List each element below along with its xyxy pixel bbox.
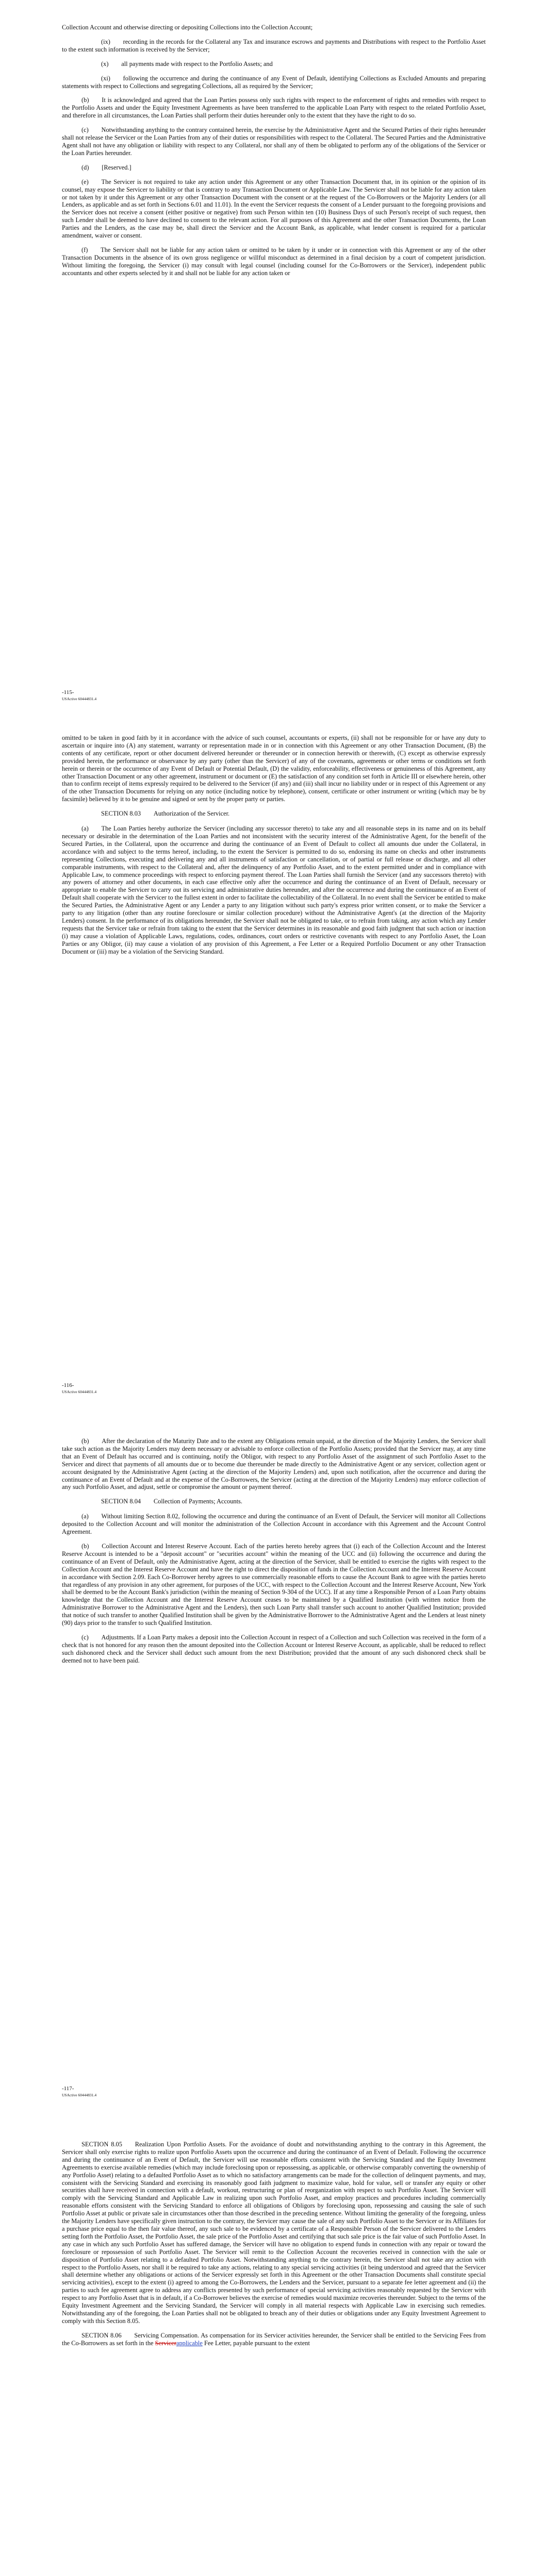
document-id: USActive 60444831.4 [62, 1389, 97, 1394]
paragraph: (ix) recording in the records for the Collateral any Tax and insurance escrows and payments and Distributions with respect to the Portfolio Asset to the extent such information is received by the Servicer; [62, 38, 486, 53]
deleted-text: Servicer [155, 2339, 176, 2347]
paragraph [62, 2332, 486, 2347]
page-number: -116- [62, 1382, 74, 1388]
paragraph: SECTION 8.05 Realization Upon Portfolio Assets. For the avoidance of doubt and notwithstanding anything to the contrary in this Agreement, the Servicer shall only exercise rights to realize upon Portfolio Assets upon the occurrence and during the continuance of an Event of Default. Following the occurrence and during the continuance of an Event of Default, the Servicer will use reasonable efforts consistent with the Servicing Standard and the Equity Investment Agreements to exercise available remedies (which may include foreclosing upon or repossessing, as applicable, or otherwise comparably converting the ownership of any Portfolio Asset) relating to a defaulted Portfolio Asset as to which no satisfactory arrangements can be made for the collection of delinquent payments, and may, consistent with the Servicing Standard and exercising its reasonably good faith judgment to maximize value, hold for value, sell or transfer any equity or other securities shall have received in connection with a default, workout, restructuring or plan of reorganization with respect to such Portfolio Asset. The Servicer will comply with the Servicing Standard and Applicable Law in realizing upon such Portfolio Asset, and employ practices and procedures including commercially reasonable efforts consistent with the Servicing Standard to enforce all obligations of Obligors by foreclosing upon, repossessing and causing the sale of such Portfolio Asset at public or private sale in circumstances other than those described in the preceding sentence. Without limiting the generality of the foregoing, unless the Majority Lenders have specifically given instruction to the contrary, the Servicer may cause the sale of any such Portfolio Asset to the Servicer or its Affiliates for a purchase price equal to the then fair value thereof, any such sale to be evidenced by a certificate of a Responsible Person of the Servicer delivered to the Lenders setting forth the Portfolio Asset, the Portfolio Asset, the sale price of the Portfolio Asset and certifying that such sale price is the fair value of such Portfolio Asset. In any case in which any such Portfolio Asset has suffered damage, the Servicer will have no obligation to expend funds in connection with any repair or toward the foreclosure or repossession of such Portfolio Asset. The Servicer will remit to the Collection Account the recoveries received in connection with the sale or disposition of Portfolio Asset relating to a defaulted Portfolio Asset. Notwithstanding anything to the contrary herein, the Servicer shall not take any action with respect to the Portfolio Assets, nor shall it be required to take any actions, relating to any special servicing activities (it being understood and agreed that the Servicer shall determine whether any obligations or actions of the Servicer expressly set forth in this Agreement or the other Transaction Documents shall constitute special servicing activities), except to the extent (i) agreed to among the Co-Borrowers, the Lenders and the Servicer, pursuant to a separate fee letter agreement and (ii) the parties to such fee agreement agree to address any conflicts presented by such performance of special servicing activities reasonably requested by the Servicer with respect to any Portfolio Asset that is in default, if a Co-Borrower believes the exercise of remedies would maximize recoveries thereunder. Subject to the terms of the Equity Investment Agreement and the Servicing Standard, the Servicer will comply in all material respects with Applicable Law in exercising such remedies. Notwithstanding any of the foregoing, the Loan Parties shall not be obligated to breach any of their duties or obligations under any Equity Investment Agreement to comply with this Section 8.05. [62, 2141, 486, 2325]
page-number: -117- [62, 2086, 74, 2092]
paragraph: (a) Without limiting Section 8.02, following the occurrence and during the continuance of an Event of Default, the Servicer will monitor all Collections deposited to the Collection Account and will monitor the administration of the Collection Account in accordance with this Agreement and the Account Control Agreement. [62, 1513, 486, 1536]
page-1-body [62, 24, 486, 284]
paragraph: (a) The Loan Parties hereby authorize the Servicer (including any successor thereto) to take any and all reasonable steps in its name and on its behalf necessary or desirable in the determination of the Loan Parties and not inconsistent with the security interest of the Administrative Agent, for the benefit of the Secured Parties, in the Collateral, upon the occurrence and during the continuance of an Event of Default to collect all amounts due under the Collateral, in accordance with and subject to the terms hereof, including, to the extent the Servicer is permitted to do so, endorsing its name on checks and other instruments representing Collections, executing and delivering any and all instruments of satisfaction or cancellation, or of partial or full release or discharge, and all other comparable instruments, with respect to the Collateral and, after the delinquency of any Portfolio Asset, and to the extent permitted under and in compliance with Applicable Law, to commence proceedings with respect to enforcing payment thereof. The Loan Parties shall furnish the Servicer (and any successors thereto) with any powers of attorney and other documents, in each case effective only after the occurrence and during the continuance of an Event of Default, necessary or appropriate to enable the Servicer to carry out its servicing and administrative duties hereunder, and after the occurrence and during the continuance of an Event of Default shall cooperate with the Servicer to the fullest extent in order to facilitate the collectability of the Collateral. In no event shall the Servicer be entitled to make the Secured Parties, the Administrative Agent or any Lender a party to any litigation without such party's express prior written consent, or to make the Servicer a party to any litigation (other than any routine foreclosure or similar collection procedure) without the Administrative Agent's (at the direction of the Majority Lenders) consent. In the performance of its obligations hereunder, the Servicer shall not be obligated to take, or to refrain from taking, any action which any Lender requests that the Servicer take or refrain from taking to the extent that the Servicer determines in its reasonable and good faith judgment that such action or inaction (i) may cause a violation of Applicable Laws, regulations, codes, ordinances, court orders or restrictive covenants with respect to any Portfolio Asset, the Loan Parties or any Obligor, (ii) may cause a violation of any provision of this Agreement, a Fee Letter or a Required Portfolio Document or any other Transaction Document or (iii) may be a violation of the Servicing Standard. [62, 825, 486, 955]
page-4-body [62, 2141, 486, 2354]
paragraph: (b) It is acknowledged and agreed that the Loan Parties possess only such rights with respect to the enforcement of rights and remedies with respect to the Portfolio Assets and under the Equity Investment Agreements as have been transferred to the applicable Loan Party with respect to the related Portfolio Asset, and therefore in all circumstances, the Loan Parties shall perform their duties hereunder only to the extent that they have the right to do so. [62, 96, 486, 120]
page-1 [0, 0, 544, 703]
inserted-text: applicable [176, 2339, 203, 2347]
paragraph: (b) After the declaration of the Maturity Date and to the extent any Obligations remain unpaid, at the direction of the Majority Lenders, the Servicer shall take such action as the Majority Lenders may deem necessary or advisable to enforce collection of the Portfolio Assets; provided that the Servicer may, at any time that an Event of Default has occurred and is continuing, notify the Obligor, with respect to any Portfolio Asset of the assignment of such Portfolio Asset to the Servicer and direct that payments of all amounts due or to become due thereunder be made directly to the Administrative Agent or any servicer, collection agent or account designated by the Administrative Agent (acting at the direction of the Majority Lenders) and, upon such notification, after the occurrence and during the continuance of an Event of Default and at the expense of the Co-Borrowers, the Servicer (acting at the direction of the Majority Lenders) may enforce collection of any such Portfolio Asset, and adjust, settle or compromise the amount or payment thereof. [62, 1437, 486, 1491]
paragraph: (x) all payments made with respect to the Portfolio Assets; and [101, 60, 273, 67]
page-number: -115- [62, 689, 74, 696]
paragraph: Collection Account and otherwise directing or depositing Collections into the Collection Account; [62, 24, 313, 31]
paragraph: (f) The Servicer shall not be liable for any action taken or omitted to be taken by it under or in connection with this Agreement or any of the other Transaction Documents in the absence of its own gross negligence or willful misconduct as determined in a final decision by a court of competent jurisdiction. Without limiting the foregoing, the Servicer (i) may consult with legal counsel (including counsel for the Co-Borrowers or the Servicer), independent public accountants and other experts selected by it and shall not be liable for any action taken or [62, 246, 486, 277]
section-heading: SECTION 8.04 Collection of Payments; Accounts. [101, 1498, 242, 1505]
paragraph: (d) [Reserved.] [81, 163, 131, 171]
section-heading: SECTION 8.06 Servicing Compensation. [81, 2331, 200, 2339]
page-3 [0, 1406, 544, 2110]
document-id: USActive 60444831.4 [62, 2093, 97, 2097]
page-3-body [62, 1437, 486, 1671]
page-4 [0, 2110, 544, 2576]
section-heading: SECTION 8.03 Authorization of the Servicer. [101, 810, 230, 818]
paragraph: (c) Adjustments. If a Loan Party makes a deposit into the Collection Account in respect of a Collection and such Collection was received in the form of a check that is not honored for any reason then the amount deposited into the Collection Account or Interest Reserve Account, as applicable, shall be reduced to reflect such dishonored check and the Servicer shall deduct such amount from the next Distribution; provided that the amount of any such dishonored check shall be deemed not to have been paid. [62, 1633, 486, 1664]
paragraph: omitted to be taken in good faith by it in accordance with the advice of such counsel, accountants or experts, (ii) shall not be responsible for or have any duty to ascertain or inquire into (A) any statement, warranty or representation made in or in connection with this Agreement or any other Transaction Document, (B) the contents of any certificate, report or other document delivered hereunder or thereunder or in connection herewith or therewith, (C) except as otherwise expressly provided herein, the performance or observance by any party (other than the Servicer) of any of the covenants, agreements or other terms or conditions set forth herein or therein or the occurrence of any Event of Default or Potential Default, (D) the validity, enforceability, effectiveness or genuineness of this Agreement, any other Transaction Document or any other agreement, instrument or document or (E) the satisfaction of any condition set forth in Article III or elsewhere herein, other than to confirm receipt of items expressly required to be delivered to the Servicer (if any) and (iii) shall incur no liability under or in respect of this Agreement or any of the other Transaction Documents for relying on any notice (including notice by telephone), consent, certificate or other instrument or writing (which may be by facsimile) believed by it to be genuine and signed or sent by the proper party or parties. [62, 734, 486, 803]
document-id: USActive 60444831.4 [62, 697, 97, 701]
text-run: Fee Letter, payable pursuant to the extent [204, 2339, 310, 2347]
paragraph: (b) Collection Account and Interest Reserve Account. Each of the parties hereto hereby agrees that (i) each of the Collection Account and the Interest Reserve Account is intended to be a "deposit account" or "securities account" within the meaning of the UCC and (ii) following the occurrence and during the continuance of an Event of Default, only the Administrative Agent, acting at the direction of the Servicer, shall be entitled to exercise the rights with respect to the Collection Account and the Interest Reserve Account and have the right to direct the disposition of funds in the Collection Account and the Interest Reserve Account in accordance with Section 2.09. Each Co-Borrower hereby agrees to use commercially reasonable efforts to cause the Account Bank to agree with the parties hereto that regardless of any provision in any other agreement, for purposes of the UCC, with respect to the Collection Account and the Interest Reserve Account, New York shall be deemed to be the Account Bank's jurisdiction (within the meaning of Section 9-304 of the UCC). If at any time a Responsible Person of a Loan Party obtains knowledge that the Collection Account and the Interest Reserve Account ceases to be maintained by a Qualified Institution (with written notice from the Administrative Borrower to the Administrative Agent and the Lenders), then such Loan Party shall transfer such account to another Qualified Institution; provided that notice of such transfer to another Qualified Institution shall be given by the Administrative Borrower to the Administrative Agent and the Lenders at least ninety (90) days prior to the transfer to such Qualified Institution. [62, 1542, 486, 1627]
page-2-body [62, 734, 486, 962]
page-2 [0, 703, 544, 1406]
paragraph: (e) The Servicer is not required to take any action under this Agreement or any other Transaction Document that, in its opinion or the opinion of its counsel, may expose the Servicer to liability or that is contrary to any Transaction Document or Applicable Law. The Servicer shall not be liable for any action taken or not taken by it under this Agreement or any other Transaction Document with the consent or at the request of the Co-Borrowers or the Majority Lenders (or all Lenders, as applicable and as set forth in Sections 6.01 and 11.01). In the event the Servicer requests the consent of a Lender pursuant to the foregoing provisions and the Servicer does not receive a consent (either positive or negative) from such Person within ten (10) Business Days of such Person's receipt of such request, then such Lender shall be deemed to have declined to consent to the relevant action. For all purposes of this Agreement and the other Transaction Documents, the Loan Parties and the Lenders, as the case may be, shall direct the Servicer and the Account Bank, as applicable, what lender consent is required for a particular amendment, waiver or consent. [62, 178, 486, 240]
paragraph: (c) Notwithstanding anything to the contrary contained herein, the exercise by the Administrative Agent and the Secured Parties of their rights hereunder shall not release the Servicer or the Loan Parties from any of their duties or responsibilities with respect to the Collateral. The Secured Parties and the Administrative Agent shall not have any obligation or liability with respect to any Collateral, nor shall any of them be obligated to perform any of the obligations of the Servicer or the Loan Parties hereunder. [62, 126, 486, 157]
paragraph: (xi) following the occurrence and during the continuance of any Event of Default, identifying Collections as Excluded Amounts and preparing statements with respect to Collections and segregating Collections, all as required by the Servicer; [62, 74, 486, 90]
text-run: As compensation for its Servicer activities hereunder, the Servicer shall be entitled to the Servicing Fees from the Co-Borrowers as set forth in the [62, 2331, 486, 2347]
